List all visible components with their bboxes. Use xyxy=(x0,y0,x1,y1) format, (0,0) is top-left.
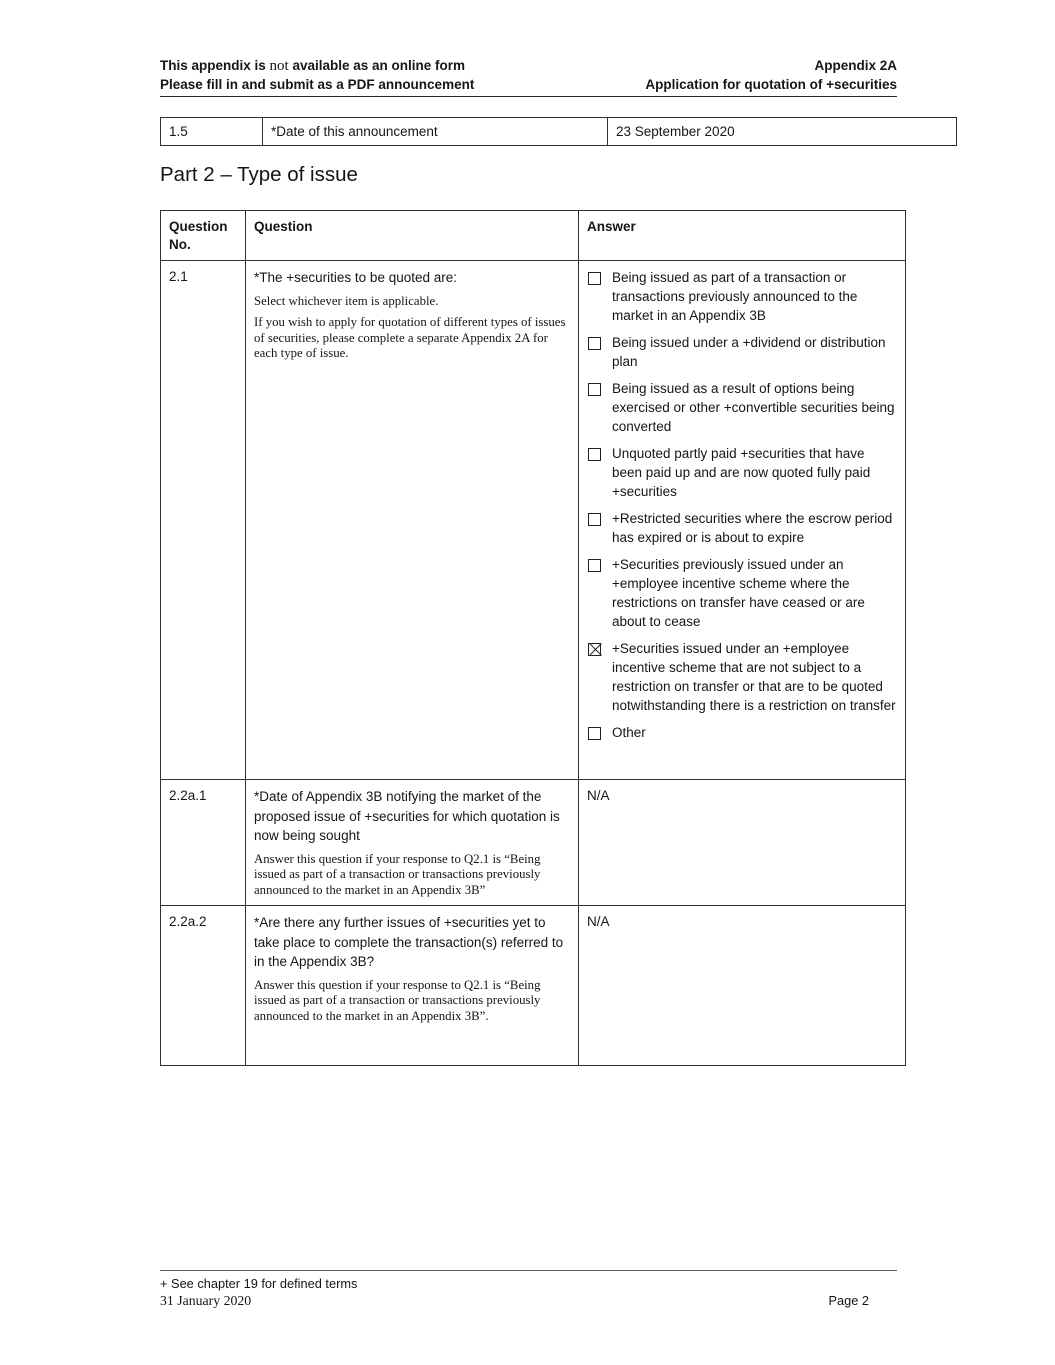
checkbox-option-label: Unquoted partly paid +securities that have been paid up and are now quoted fully paid +securities xyxy=(612,446,871,499)
question-no-cell xyxy=(161,780,246,906)
header-left-line1-not: not xyxy=(269,58,289,74)
checkbox-option[interactable] xyxy=(587,639,897,715)
document-footer xyxy=(160,1270,905,1309)
appendix-title: Appendix 2A xyxy=(814,58,897,73)
question-note: Answer this question if your response to Q2.1 is “Being issued as part of a transaction or transactions previously announced to the market in an Appendix 3B” xyxy=(254,851,541,897)
checkbox-checked-icon[interactable] xyxy=(588,643,601,656)
checkbox-option-list xyxy=(587,268,897,742)
question-no-cell xyxy=(161,261,246,780)
answer-value: N/A xyxy=(587,788,610,803)
checkbox-unchecked-icon[interactable] xyxy=(588,559,601,572)
appendix-subtitle: Application for quotation of +securities xyxy=(645,76,897,92)
question-note: Answer this question if your response to Q2.1 is “Being issued as part of a transaction or transactions previously announced to the market in an Appendix 3B”. xyxy=(254,977,541,1023)
footer-note: + See chapter 19 for defined terms xyxy=(160,1276,358,1291)
column-header-question: Question xyxy=(246,211,579,261)
answer-cell xyxy=(579,906,906,1066)
checkbox-option-label: Other xyxy=(612,725,646,740)
question-text: *Date of Appendix 3B notifying the market of the proposed issue of +securities for which quotation is now being sought xyxy=(254,789,560,843)
section-title: Part 2 – Type of issue xyxy=(160,163,358,186)
answer-cell: 23 September 2020 xyxy=(608,118,957,146)
table-row xyxy=(161,118,957,146)
checkbox-option-label: Being issued under a +dividend or distribution plan xyxy=(612,335,886,369)
answer-cell xyxy=(579,261,906,780)
column-header-question-no: Question No. xyxy=(161,211,246,261)
checkbox-option[interactable] xyxy=(587,444,897,501)
checkbox-option-label: +Securities issued under an +employee incentive scheme that are not subject to a restriction on transfer or that are to be quoted notwithstanding there is a restriction on transfer xyxy=(612,641,896,713)
answer-value: N/A xyxy=(587,914,610,929)
footer-row xyxy=(160,1292,905,1309)
question-no-cell xyxy=(161,906,246,1066)
question-no: 2.2a.2 xyxy=(169,914,207,929)
checkbox-option[interactable] xyxy=(587,333,897,371)
header-divider xyxy=(160,96,897,97)
header-left-line1-pre: This appendix is xyxy=(160,58,270,73)
checkbox-unchecked-icon[interactable] xyxy=(588,448,601,461)
checkbox-unchecked-icon[interactable] xyxy=(588,383,601,396)
header-left-line1 xyxy=(160,57,474,76)
table-row-2-1 xyxy=(161,261,906,780)
question-no: 2.1 xyxy=(169,269,188,284)
checkbox-option-label: Being issued as a result of options being exercised or other +convertible securities being converted xyxy=(612,381,895,434)
document-header xyxy=(160,57,897,94)
answer-cell xyxy=(579,780,906,906)
question-cell xyxy=(246,261,579,780)
checkbox-option[interactable] xyxy=(587,555,897,631)
question-no-cell: 1.5 xyxy=(161,118,263,146)
checkbox-unchecked-icon[interactable] xyxy=(588,272,601,285)
type-of-issue-table xyxy=(160,210,906,1066)
question-text: *The +securities to be quoted are: xyxy=(254,270,458,285)
question-cell xyxy=(246,906,579,1066)
header-left-line2: Please fill in and submit as a PDF announcement xyxy=(160,76,475,92)
page-number: Page 2 xyxy=(828,1293,869,1308)
footer-divider xyxy=(160,1270,897,1271)
question-text: *Are there any further issues of +securities yet to take place to complete the transaction(s) referred to in the Appendix 3B? xyxy=(254,915,564,969)
checkbox-unchecked-icon[interactable] xyxy=(588,337,601,350)
checkbox-option[interactable] xyxy=(587,723,897,742)
footer-date: 31 January 2020 xyxy=(160,1293,252,1308)
question-cell xyxy=(246,780,579,906)
checkbox-option[interactable] xyxy=(587,268,897,325)
question-note: If you wish to apply for quotation of different types of issues of securities, please complete a separate Appendix 2A for each type of issue. xyxy=(254,315,566,360)
question-cell: *Date of this announcement xyxy=(263,118,608,146)
checkbox-option-label: +Securities previously issued under an +employee incentive scheme where the restrictions on transfer have ceased or are about to cease xyxy=(612,557,865,629)
question-no: 2.2a.1 xyxy=(169,788,207,803)
column-header-answer: Answer xyxy=(579,211,906,261)
checkbox-option-label: +Restricted securities where the escrow period has expired or is about to expire xyxy=(612,511,893,545)
date-announcement-table xyxy=(160,117,957,146)
header-right xyxy=(645,57,897,94)
header-left xyxy=(160,57,474,94)
question-note: Select whichever item is applicable. xyxy=(254,293,439,308)
checkbox-option[interactable] xyxy=(587,509,897,547)
header-left-line1-post: available as an online form xyxy=(288,58,466,73)
checkbox-unchecked-icon[interactable] xyxy=(588,727,601,740)
checkbox-option-label: Being issued as part of a transaction or transactions previously announced to the market in an Appendix 3B xyxy=(612,270,858,323)
table-row-2-2a-1 xyxy=(161,780,906,906)
table-row-2-2a-2 xyxy=(161,906,906,1066)
table-header-row xyxy=(161,211,906,261)
checkbox-unchecked-icon[interactable] xyxy=(588,513,601,526)
checkbox-option[interactable] xyxy=(587,379,897,436)
